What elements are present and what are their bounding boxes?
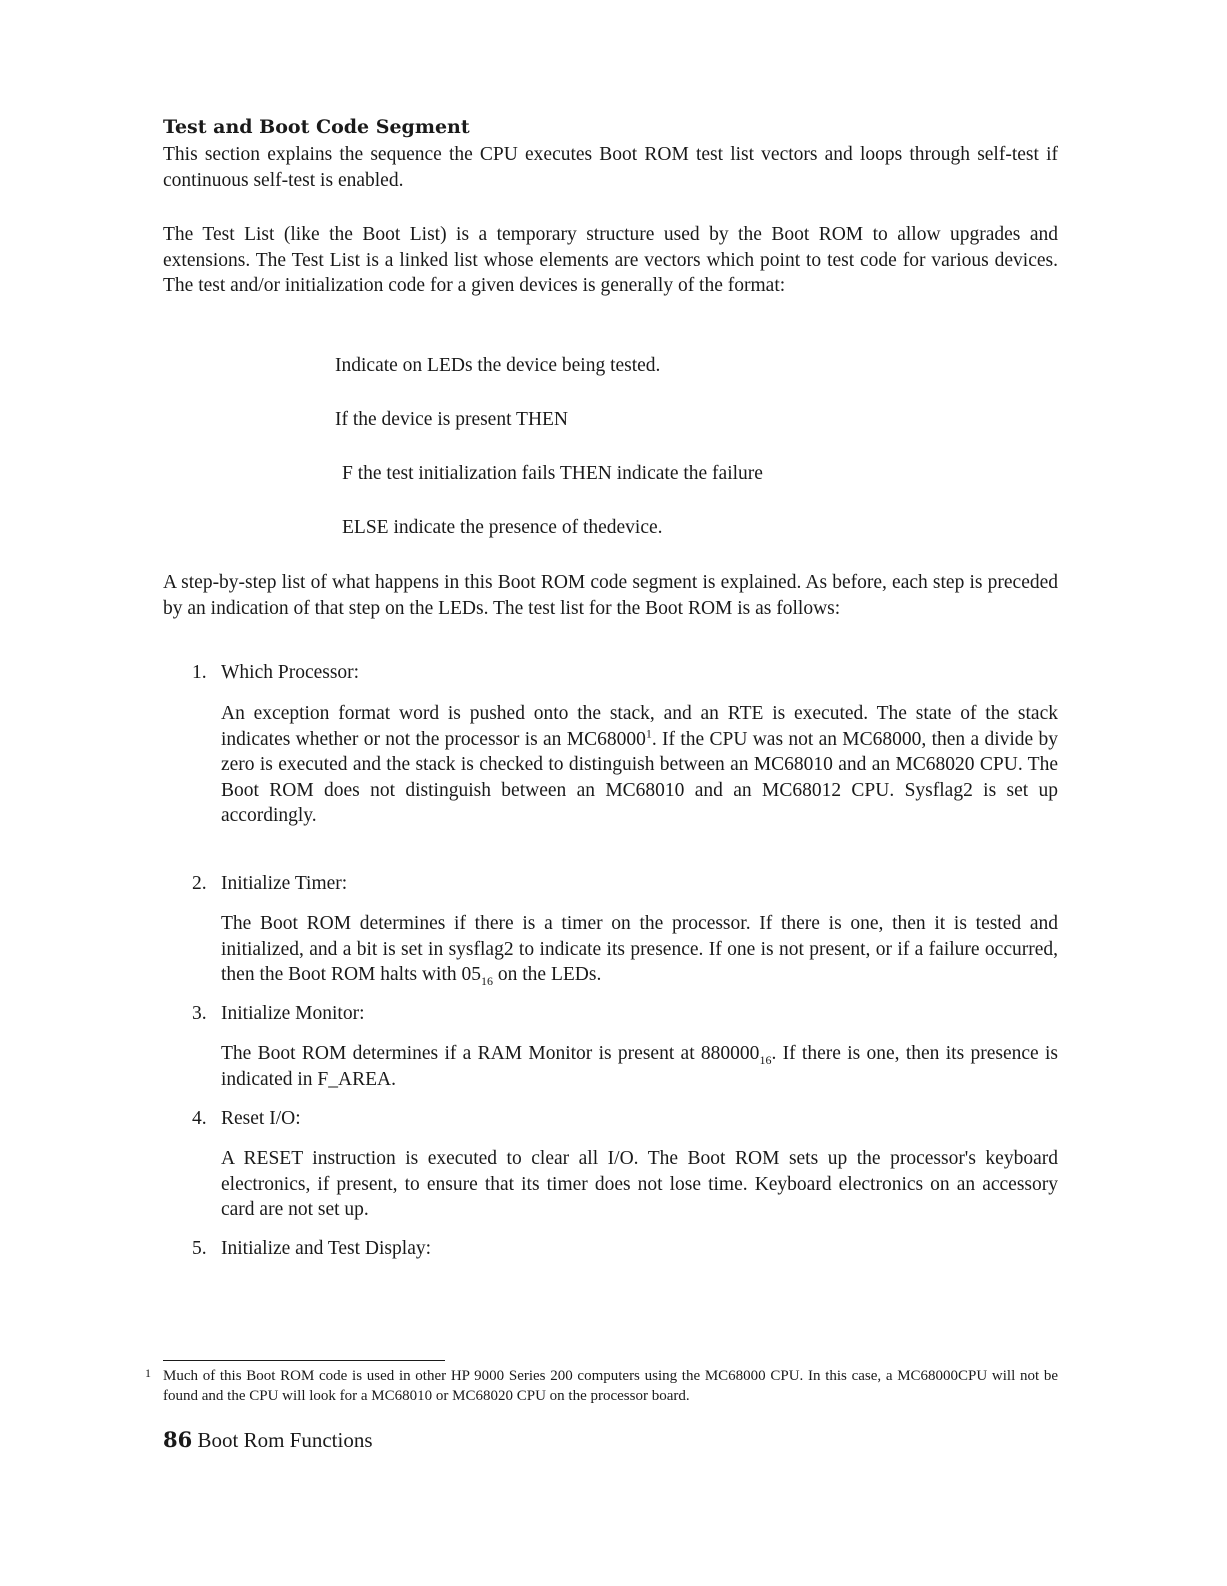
section-heading: Test and Boot Code Segment <box>163 116 470 138</box>
pseudocode-line: ELSE indicate the presence of thedevice. <box>342 517 663 538</box>
pseudocode-line: If the device is present THEN <box>335 409 569 430</box>
list-item-description: The Boot ROM determines if there is a timer on the processor. If there is one, then it is tested and initialized, and a bit is set in sysflag2 to indicate its presence. If one is not present, or if a failure occurred, then the Boot ROM halts with $05_{16}$ on the LEDs. <box>221 913 1058 989</box>
list-item-number: 4. <box>192 1108 207 1129</box>
list-item-number: 3. <box>192 1003 207 1024</box>
intro-paragraph: This section explains the sequence the CPU executes Boot ROM test list vectors and loops through self-test if continuous self-test is enabled. <box>163 144 1058 191</box>
list-item-title: Which Processor: <box>221 662 360 683</box>
list-item-description: A RESET instruction is executed to clear all I/O. The Boot ROM sets up the processor's keyboard electronics, if present, to ensure that its timer does not lose time. Keyboard electronics on an accessory card are not set up. <box>221 1148 1058 1221</box>
list-item-title: Initialize Timer: <box>221 873 348 894</box>
list-item-number: 5. <box>192 1238 207 1259</box>
page-number: 86 <box>163 1427 193 1452</box>
page-footer <box>163 1427 373 1453</box>
test-list-paragraph: The Test List (like the Boot List) is a temporary structure used by the Boot ROM to allow upgrades and extensions. The Test List is a linked list whose elements are vectors which point to test code for various devices. The test and/or initialization code for a given devices is generally of the format: <box>163 224 1058 297</box>
list-item-number: 2. <box>192 873 207 894</box>
pseudocode-line: Indicate on LEDs the device being tested. <box>335 355 661 376</box>
list-item-description: The Boot ROM determines if a RAM Monitor is present at $880000_{16}$. If there is one, then its presence is indicated in F_AREA. <box>221 1043 1058 1090</box>
pseudocode-line: F the test initialization fails THEN indicate the failure <box>342 463 763 484</box>
footnote-mark: 1 <box>145 1366 151 1380</box>
footnote-rule <box>163 1360 445 1361</box>
list-item-number: 1. <box>192 662 207 683</box>
list-item-title: Initialize and Test Display: <box>221 1238 432 1259</box>
footnote-text: Much of this Boot ROM code is used in other HP 9000 Series 200 computers using the MC68000 CPU. In this case, a MC68000CPU will not be found and the CPU will look for a MC68010 or MC68020 CPU on the processor board. <box>163 1368 1058 1404</box>
steps-intro-paragraph: A step-by-step list of what happens in this Boot ROM code segment is explained. As before, each step is preceded by an indication of that step on the LEDs. The test list for the Boot ROM is as follows: <box>163 572 1058 619</box>
list-item-title: Reset I/O: <box>221 1108 301 1129</box>
list-item-title: Initialize Monitor: <box>221 1003 365 1024</box>
footnote-reference: 1 <box>645 726 652 741</box>
running-title: Boot Rom Functions <box>197 1428 373 1452</box>
list-item-description: An exception format word is pushed onto the stack, and an RTE is executed. The state of the stack indicates whether or not the processor is an MC68000$^1$. If the CPU was not an MC68000, then a divide by zero is executed and the stack is checked to distinguish between an MC68010 and an MC68020 CPU. The Boot ROM does not distinguish between an MC68010 and an MC68012 CPU. Sysflag2 is set up accordingly. <box>221 703 1058 827</box>
